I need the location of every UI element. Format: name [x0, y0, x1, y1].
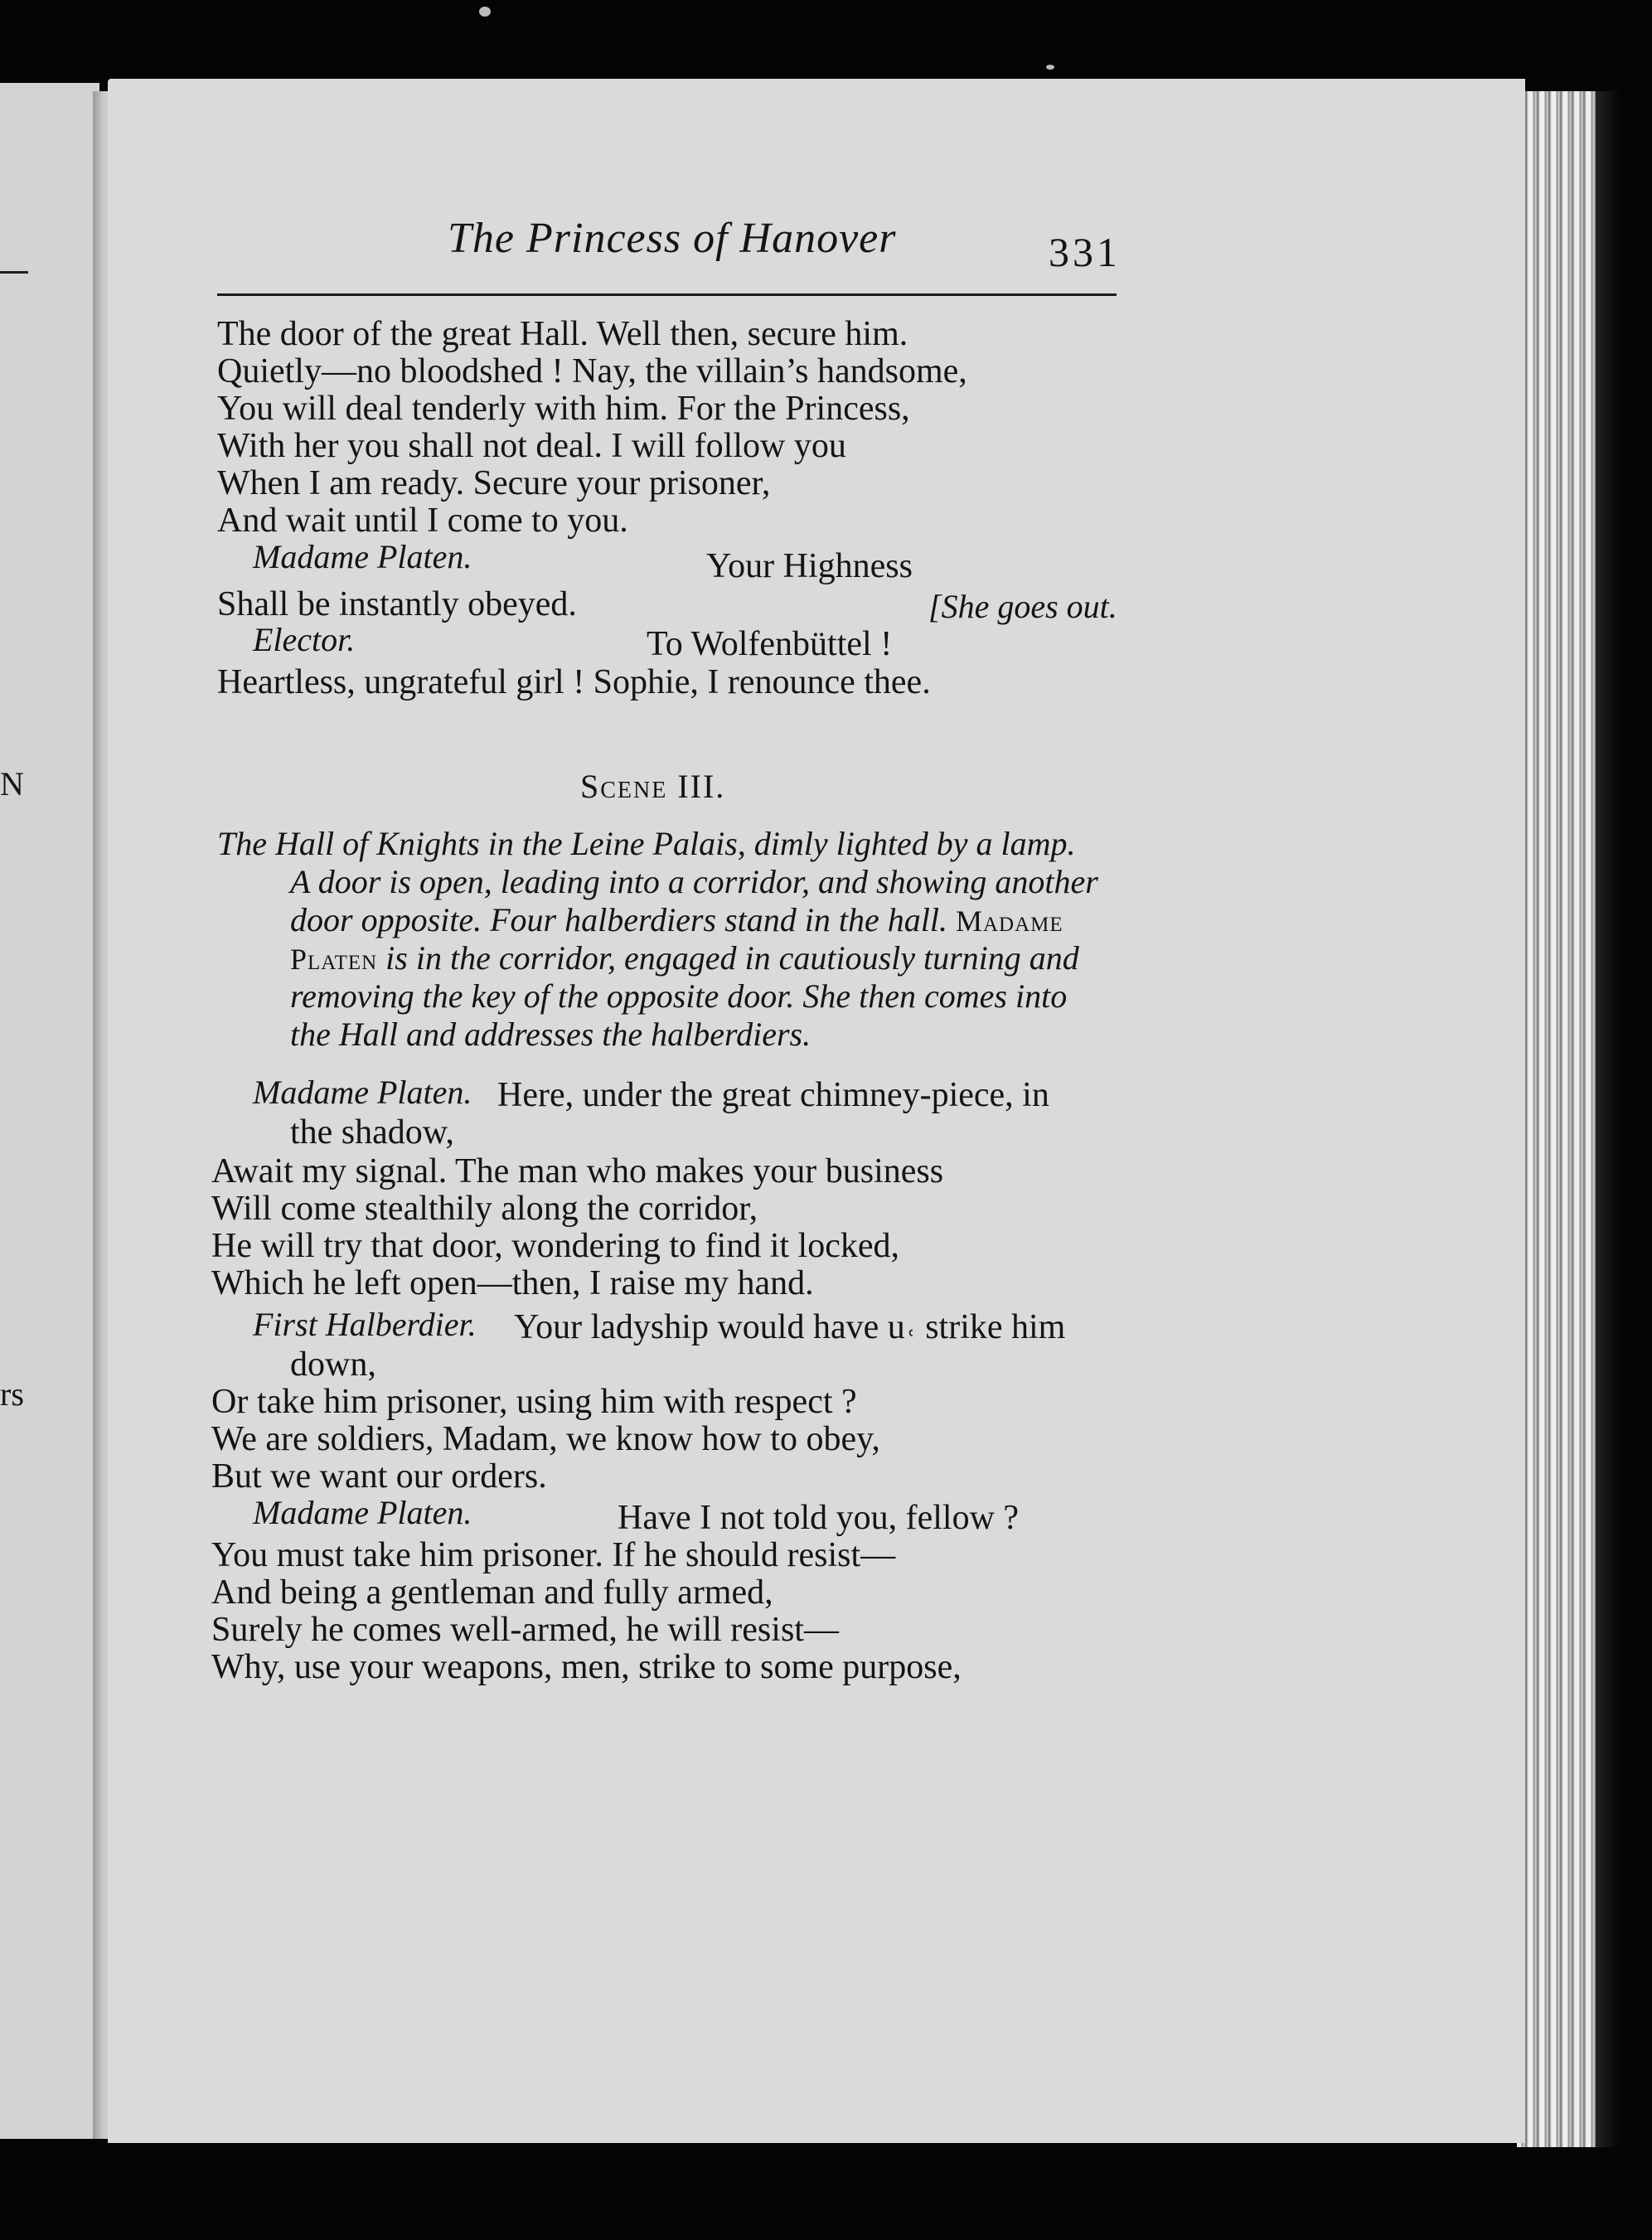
speaker-name: Madame Platen.: [253, 1074, 472, 1111]
verse-line: Here, under the great chimney-piece, in: [497, 1076, 1049, 1114]
stage-direction: [She goes out.: [928, 588, 1117, 625]
verse-line: Your Highness: [706, 547, 913, 585]
verse-line: Await my signal. The man who makes your business: [211, 1152, 944, 1190]
verse-line: Or take him prisoner, using him with respect ?: [211, 1383, 857, 1421]
page-number: 331: [1049, 229, 1121, 275]
stage-direction-text: is in the corridor, engaged in cautiously turning and: [385, 939, 1079, 977]
verse-line: We are soldiers, Madam, we know how to obey,: [211, 1420, 880, 1458]
scan-speck: [1046, 65, 1054, 70]
stage-direction-line: A door is open, leading into a corridor, and showing another: [290, 863, 1098, 900]
stage-direction-text: door opposite. Four halberdiers stand in the hall.: [290, 901, 947, 938]
verse-line: Shall be instantly obeyed.: [217, 585, 577, 623]
verse-line: the shadow,: [290, 1113, 454, 1152]
left-facing-page: [0, 83, 99, 2139]
verse-line: To Wolfenbüttel !: [647, 625, 893, 663]
left-page-fragment: N: [0, 765, 24, 802]
left-page-rule: [0, 271, 28, 274]
stage-direction-line: [290, 939, 1079, 977]
page-edges: [1517, 91, 1596, 2147]
speaker-name: Madame Platen.: [253, 1494, 472, 1531]
speaker-name: Madame Platen.: [253, 538, 472, 575]
left-page-fragment: rs: [0, 1375, 24, 1413]
speaker-name: Elector.: [253, 621, 356, 658]
verse-line: Which he left open—then, I raise my hand.: [211, 1264, 814, 1302]
verse-line: You will deal tenderly with him. For the Princess,: [217, 390, 910, 428]
running-head: The Princess of Hanover: [448, 215, 897, 262]
verse-line: Will come stealthily along the corridor,: [211, 1190, 758, 1228]
verse-line: Heartless, ungrateful girl ! Sophie, I renounce thee.: [217, 663, 931, 701]
verse-line: And being a gentleman and fully armed,: [211, 1573, 773, 1612]
character-name: Madame: [955, 904, 1063, 938]
verse-line: Your ladyship would have u˓ strike him: [514, 1308, 1066, 1346]
stage-direction-line: The Hall of Knights in the Leine Palais, dimly lighted by a lamp.: [217, 825, 1076, 862]
verse-line: Why, use your weapons, men, strike to some purpose,: [211, 1648, 962, 1686]
verse-line: You must take him prisoner. If he should resist—: [211, 1536, 896, 1574]
book-edge-shadow: [1596, 91, 1621, 2147]
verse-line: But we want our orders.: [211, 1457, 547, 1496]
verse-line: With her you shall not deal. I will follow you: [217, 427, 846, 465]
verse-line: down,: [290, 1345, 376, 1384]
stage-direction-line: removing the key of the opposite door. She then comes into: [290, 977, 1068, 1015]
character-name: Platen: [290, 943, 378, 976]
speaker-name: First Halberdier.: [253, 1306, 477, 1343]
verse-line: The door of the great Hall. Well then, secure him.: [217, 315, 908, 353]
stage-direction-line: the Hall and addresses the halberdiers.: [290, 1016, 811, 1053]
verse-line: Surely he comes well-armed, he will resist—: [211, 1611, 839, 1649]
scan-speck: [479, 7, 491, 17]
header-rule: [217, 293, 1117, 296]
verse-line: Quietly—no bloodshed ! Nay, the villain’s handsome,: [217, 352, 967, 390]
verse-line: Have I not told you, fellow ?: [618, 1499, 1020, 1537]
verse-line: When I am ready. Secure your prisoner,: [217, 464, 771, 502]
stage-direction-line: [290, 901, 1063, 938]
verse-line: He will try that door, wondering to find it locked,: [211, 1227, 899, 1265]
scene-heading: Scene III.: [580, 768, 726, 805]
verse-line: And wait until I come to you.: [217, 502, 628, 540]
